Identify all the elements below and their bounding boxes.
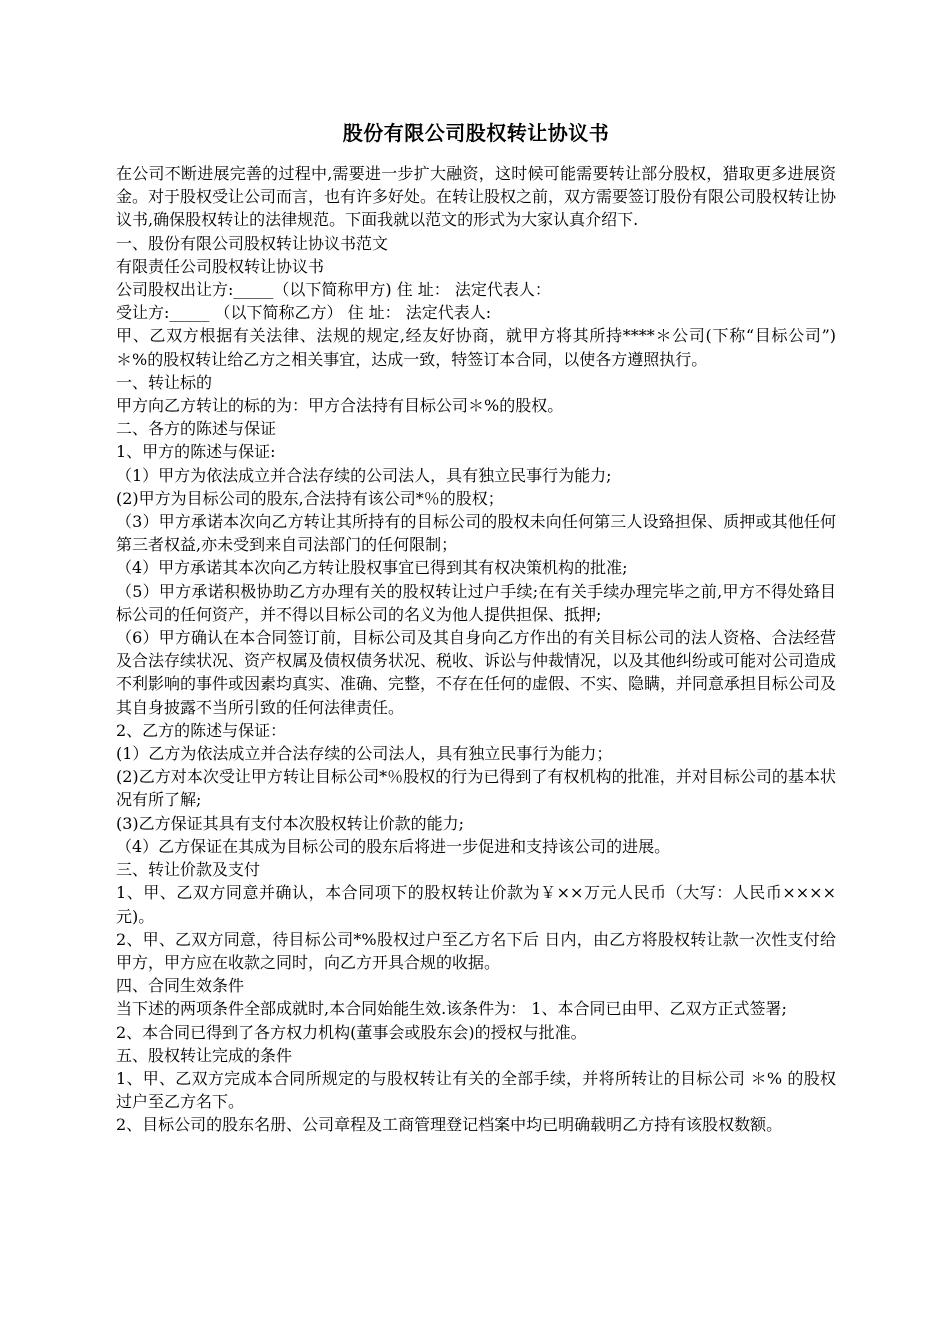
- clause: (3)乙方保证其具有支付本次股权转让价款的能力;: [116, 813, 465, 833]
- clause: （6）甲方确认在本合同签订前，目标公司及其自身向乙方作出的有关目标公司的法人资格、合法经营及合法存续状况、资产权属及债权债务状况、税收、诉讼与仲裁情况，以及其他纠纷或可能对公司造成不利影响的事件或因素均真实、准确、完整，不存在任何的虚假、不实、隐瞒，并同意承担目标公司及其自身披露不当所引致的任何法律责任。: [116, 628, 837, 717]
- clause: 1、甲、乙双方完成本合同所规定的与股权转让有关的全部手续，并将所转让的目标公司 ＊% 的股权过户至乙方名下。: [116, 1068, 836, 1112]
- sub-heading: 1、甲方的陈述与保证:: [116, 442, 276, 462]
- clause: (2)甲方为目标公司的股东,合法持有该公司*％的股权；: [116, 488, 504, 508]
- clause: 2、目标公司的股东名册、公司章程及工商管理登记档案中均已明确载明乙方持有该股权数额。: [116, 1115, 783, 1135]
- clause: 当下述的两项条件全部成就时,本合同始能生效.该条件为： 1、本合同已由甲、乙双方正式签署;: [116, 999, 787, 1019]
- clause: 2、甲、乙双方同意，待目标公司*%股权过户至乙方名下后 日内，由乙方将股权转让款一次性支付给甲方，甲方应在收款之同时，向乙方开具合规的收据。: [116, 929, 836, 972]
- subtitle: 有限责任公司股权转让协议书: [116, 256, 325, 276]
- section-heading: 二、各方的陈述与保证: [116, 419, 277, 439]
- clause: （1）甲方为依法成立并合法存续的公司法人，具有独立民事行为能力;: [116, 465, 612, 485]
- preamble-paragraph: 甲、乙双方根据有关法律、法规的规定,经友好协商，就甲方将其所持****＊公司(下称“目标公司”)＊%的股权转让给乙方之相关事宜，达成一致，特签订本合同，以使各方遵照执行。: [116, 326, 836, 369]
- section-heading: 三、转让价款及支付: [116, 860, 261, 880]
- clause: 2、本合同已得到了各方权力机构(董事会或股东会)的授权与批准。: [116, 1022, 587, 1042]
- clause: （5）甲方承诺积极协助乙方办理有关的股权转让过户手续;在有关手续办理完毕之前,甲方不得处臵目标公司的任何资产，并不得以目标公司的名义为他人提供担保、抵押;: [116, 581, 836, 624]
- intro-paragraph: 在公司不断进展完善的过程中,需要进一步扩大融资，这时候可能需要转让部分股权，猎取更多进展资金。对于股权受让公司而言，也有许多好处。在转让股权之前，双方需要签订股份有限公司股权转让协议书,确保股权转让的法律规范。下面我就以范文的形式为大家认真介绍下.: [116, 164, 837, 230]
- transferor-line: 公司股权出让方:_____（以下简称甲方) 住 址： 法定代表人：: [116, 280, 551, 300]
- clause: （4）甲方承诺其本次向乙方转让股权事宜已得到其有权决策机构的批准;: [116, 558, 628, 578]
- document-page: [116, 118, 836, 1137]
- transferee-line: 受让方:_____ （以下简称乙方） 住 址： 法定代表人:: [116, 303, 492, 323]
- sub-heading: 2、乙方的陈述与保证：: [116, 720, 287, 740]
- clause: （3）甲方承诺本次向乙方转让其所持有的目标公司的股权未向任何第三人设臵担保、质押或其他任何第三者权益,亦未受到来自司法部门的任何限制；: [116, 512, 836, 555]
- clause: （4）乙方保证在其成为目标公司的股东后将进一步促进和支持该公司的进展。: [116, 836, 671, 856]
- clause: 1、甲、乙双方同意并确认，本合同项下的股权转让价款为￥××万元人民币（大写：人民币××××元)。: [116, 883, 836, 926]
- paragraph: 甲方向乙方转让的标的为：甲方合法持有目标公司＊%的股权。: [116, 396, 564, 416]
- document-body: [116, 162, 836, 1137]
- section-heading: 五、股权转让完成的条件: [116, 1045, 293, 1065]
- section-heading: 一、转让标的: [116, 372, 213, 392]
- section-heading: 一、股份有限公司股权转让协议书范文: [116, 233, 389, 253]
- section-heading: 四、合同生效条件: [116, 976, 245, 996]
- document-title: 股份有限公司股权转让协议书: [342, 121, 610, 145]
- clause: (2)乙方对本次受让甲方转让目标公司*％股权的行为已得到了有权机构的批准，并对目标公司的基本状况有所了解;: [116, 767, 836, 810]
- clause: (1）乙方为依法成立并合法存续的公司法人，具有独立民事行为能力；: [116, 744, 613, 764]
